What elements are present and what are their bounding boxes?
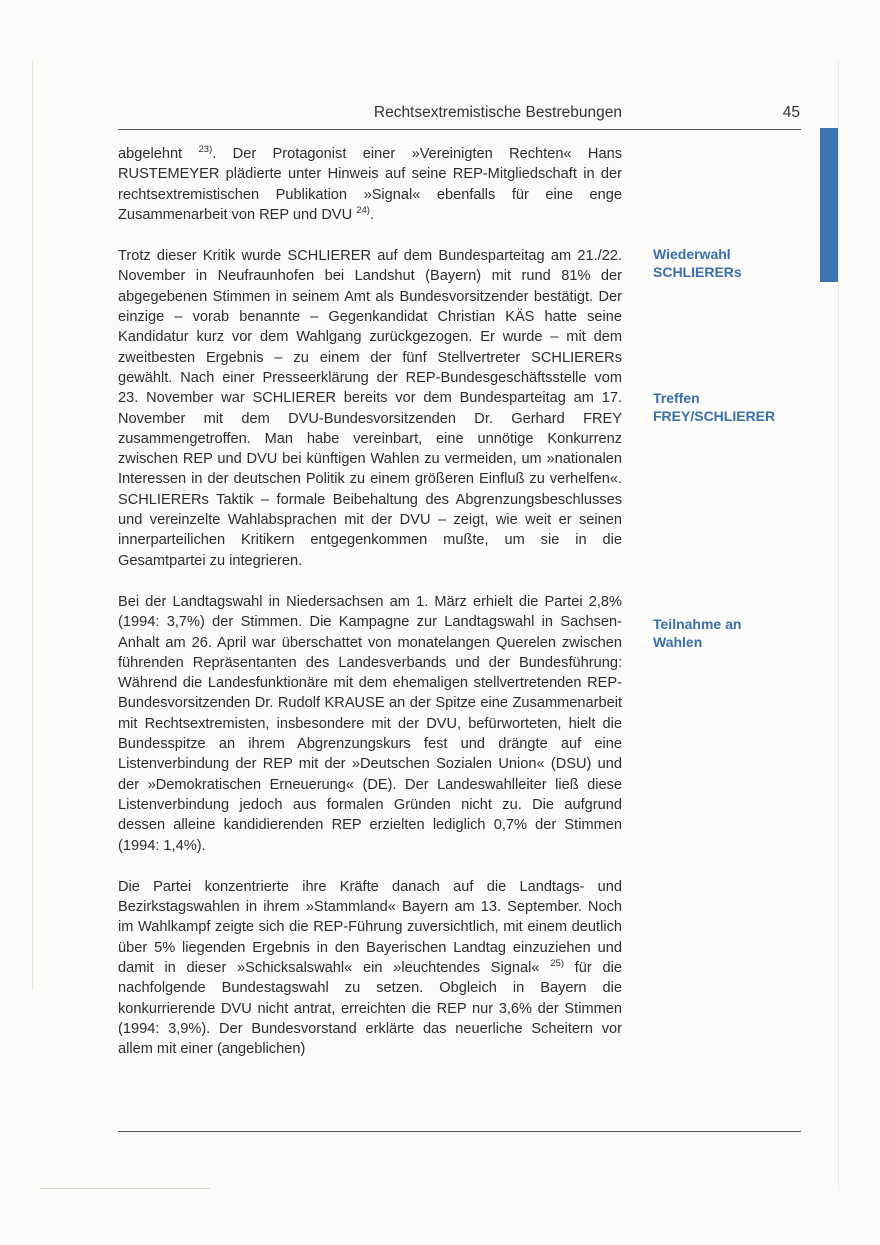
page-left-edge	[32, 60, 33, 990]
page-number: 45	[782, 104, 800, 121]
paragraph-4	[118, 877, 622, 1060]
paragraph-text: für die nachfolgende Bundestagswahl zu setzen. Obgleich in Bayern die konkurrierende DVU nicht antrat, erreichten die REP nur 3,6% der Stimmen (1994: 3,9%). Der Bundesvorstand erklärte das neuerliche Scheitern vor allem mit einer (angeblichen)	[118, 959, 622, 1058]
paragraph-2	[118, 246, 622, 571]
paragraph-text: abgelehnt	[118, 146, 199, 162]
page-right-edge	[838, 60, 839, 1190]
margin-note-wiederwahl	[653, 245, 813, 281]
paragraph-text: . Der Protagonist einer »Vereinigten Rechten« Hans RUSTEMEYER plädierte unter Hinweis auf seine REP-Mitgliedschaft in der rechtsextremistischen Publikation »Signal« ebenfalls für eine enge Zusammenarbeit von REP und DVU	[118, 146, 623, 223]
header-rule	[118, 129, 801, 130]
chapter-tab-marker	[820, 128, 838, 282]
footnote-ref-25[interactable]: 25)	[550, 958, 564, 970]
paragraph-text: Die Partei konzentrierte ihre Kräfte danach auf die Landtags- und Bezirkstagswahlen in ihrem »Stammland« Bayern am 13. September. Noch im Wahlkampf zeigte sich die REP-Führung zuversichtlich, mit einem deutlich über 5% liegenden Ergebnis in den Bayerischen Landtag einzuziehen und damit in dieser »Schicksalswahl« ein »leuchtendes Signal«	[118, 878, 622, 976]
paragraph-text: .	[369, 206, 374, 223]
paragraph-1	[118, 144, 622, 225]
margin-note-line: FREY/SCHLIERER	[653, 408, 776, 424]
body-text	[118, 144, 622, 1080]
margin-note-treffen	[653, 389, 813, 425]
footnote-ref-23[interactable]: 23)	[198, 144, 213, 156]
margin-note-line: Wiederwahl	[653, 246, 731, 262]
footnote-ref-24[interactable]: 24)	[356, 205, 370, 217]
paragraph-3	[118, 592, 622, 856]
paragraph-text: Bei der Landtagswahl in Niedersachsen am 1. März erhielt die Partei 2,8% (1994: 3,7%) der Stimmen. Die Kampagne zur Landtagswahl in Sachsen-Anhalt am 26. April war überschattet von monatelangen Querelen zwischen führenden Repräsentanten des Landesverbands und der Bundesführung: Während die Landesfunktionäre mit dem ehemaligen stellvertretenden REP-Bundesvorsitzenden Dr. Rudolf KRAUSE an der Spitze eine Zusammenarbeit mit Rechtsextremisten, insbesondere mit der DVU, befürworteten, hielt die Bundesspitze an ihrem Abgrenzungskurs fest und drängte auf eine Listenverbindung der REP mit der »Deutschen Sozialen Union« (DSU) und der »Demokratischen Erneuerung« (DE). Der Landeswahlleiter ließ diese Listenverbindung jedoch aus formalen Gründen nicht zu. Die aufgrund dessen alleine kandidierenden REP erzielten lediglich 0,7% der Stimmen (1994: 1,4%).	[118, 593, 622, 854]
margin-note-line: Teilnahme an	[653, 616, 742, 632]
page-bottom-edge	[40, 1188, 210, 1189]
paragraph-text: Trotz dieser Kritik wurde SCHLIERER auf dem Bundesparteitag am 21./22. November in Neufraunhofen bei Landshut (Bayern) mit rund 81% der abgegebenen Stimmen in seinem Amt als Bundesvorsitzender bestätigt. Der einzige – vorab benannte – Gegenkandidat Christian KÄS hatte seine Kandidatur kurz vor dem Wahlgang zurückgezogen. Er wurde – mit dem zweitbesten Ergebnis – zu einem der fünf Stellvertreter SCHLIERERs gewählt. Nach einer Presseerklärung der REP-Bundesgeschäftsstelle vom 23. November war SCHLIERER bereits vor dem Bundesparteitag am 17. November mit dem DVU-Bundesvorsitzenden Dr. Gerhard FREY zusammengetroffen. Man habe vereinbart, eine unnötige Konkurrenz zwischen REP und DVU bei künftigen Wahlen zu vermeiden, um »nationalen Interessen in der deutschen Politik zu einem größeren Einfluß zu verhelfen«. SCHLIERERs Taktik – formale Beibehaltung des Abgrenzungsbeschlusses und vereinzelte Wahlabsprachen mit der DVU – zeigt, wie weit er seinen innerparteilichen Kritikern entgegenkommen mußte, um sie in die Gesamtpartei zu integrieren.	[118, 248, 622, 569]
margin-note-line: Treffen	[653, 390, 700, 406]
margin-note-line: SCHLIERERs	[653, 264, 742, 280]
running-header-title: Rechtsextremistische Bestrebungen	[373, 104, 622, 121]
footer-rule	[118, 1131, 801, 1132]
margin-note-line: Wahlen	[653, 634, 703, 650]
margin-note-teilnahme	[653, 615, 813, 651]
